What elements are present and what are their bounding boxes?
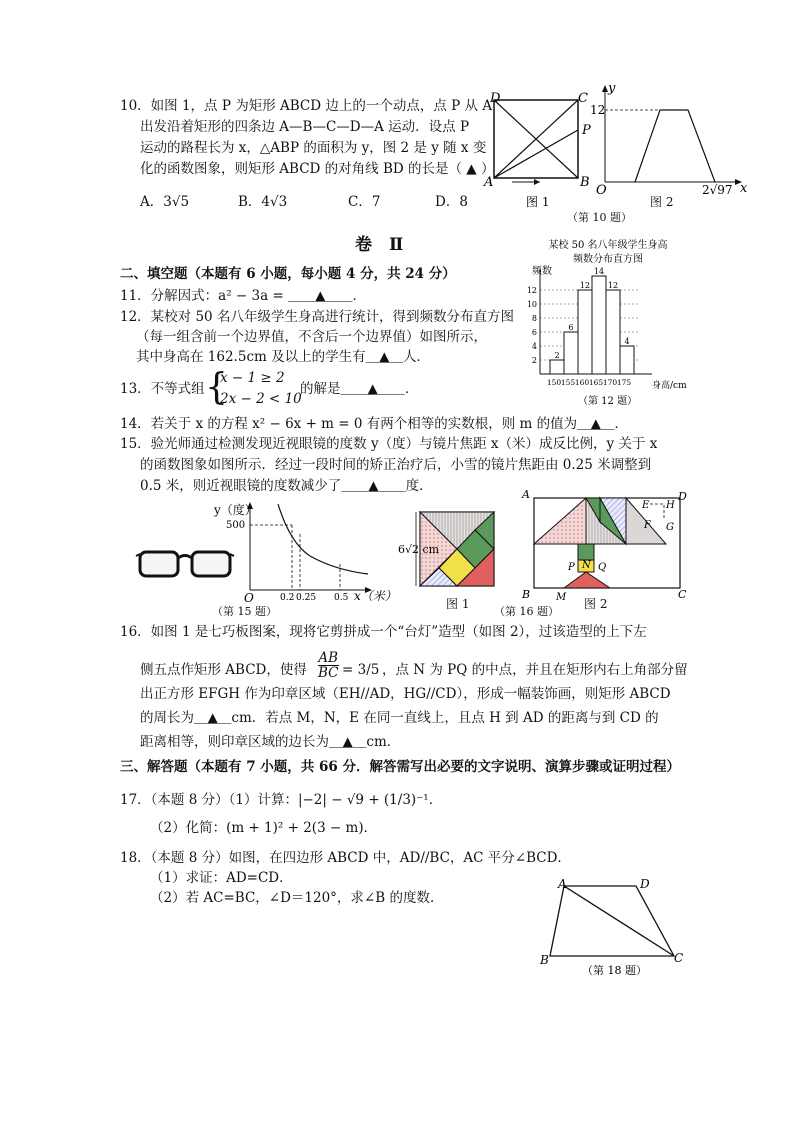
chart-ylabel: 频数 bbox=[532, 266, 552, 277]
q13-brace: { bbox=[205, 367, 228, 408]
q14-text: 14．若关于 x 的方程 x² − 6x + m = 0 有两个相等的实数根，则 m 的值为＿▲＿． bbox=[120, 416, 629, 432]
bar-value-label: 2 bbox=[554, 351, 560, 360]
q10-caption: （第 10 题） bbox=[567, 211, 632, 224]
q10-line-2: 出发沿着矩形的四条边 A—B—C—D—A 运动．设点 P bbox=[140, 119, 470, 135]
q10-option-d: D．8 bbox=[435, 194, 468, 210]
q18-line-1: 18．（本题 8 分）如图，在四边形 ABCD 中，AD//BC，AC 平分∠BCD． bbox=[120, 850, 571, 866]
x-tick-label: 165 bbox=[588, 378, 604, 387]
histogram-bar bbox=[620, 346, 634, 374]
q16-caption: （第 16 题） bbox=[494, 605, 559, 618]
q16-line-3: 出正方形 EFGH 作为印章区域（EH//AD，HG//CD），形成一幅装饰画，则矩形 ABCD bbox=[140, 686, 671, 702]
q16-label-b: B bbox=[522, 588, 531, 601]
histogram-bar bbox=[578, 290, 592, 374]
y-tick-label: 2 bbox=[531, 356, 537, 365]
bar-value-label: 14 bbox=[593, 267, 605, 276]
q10-fig2-x: x bbox=[740, 181, 748, 196]
q12-histogram bbox=[510, 238, 710, 410]
q16-fig2-caption: 图 2 bbox=[584, 597, 608, 611]
y-tick-label: 8 bbox=[531, 314, 537, 323]
y-tick-label: 6 bbox=[531, 328, 537, 337]
q10-figure-2 bbox=[590, 82, 750, 202]
q16-label-f: F bbox=[644, 520, 651, 531]
q16-label-q: Q bbox=[598, 562, 607, 573]
x-tick-label: 160 bbox=[574, 378, 590, 387]
q15-line-3: 0.5 米，则近视眼镜的度数减少了＿＿▲＿＿度． bbox=[140, 478, 433, 494]
chart-xlabel: 身高/cm bbox=[652, 381, 687, 391]
q10-line-1: 10．如图 1，点 P 为矩形 ABCD 边上的一个动点，点 P 从 A bbox=[120, 98, 493, 114]
q12-line-1: 12．某校对 50 名八年级学生身高进行统计，得到频数分布直方图 bbox=[120, 309, 514, 325]
q10-label-p: P bbox=[582, 123, 591, 138]
q10-label-a: A bbox=[484, 175, 494, 190]
bar-value-label: 6 bbox=[568, 323, 574, 332]
q16-frac-val: = 3/5 bbox=[342, 662, 380, 678]
q10-label-b: B bbox=[580, 175, 590, 190]
q15-x-tick-0: 0.2 bbox=[280, 593, 295, 603]
histogram-bar bbox=[592, 276, 606, 374]
q15-line-2: 的函数图象如图所示．经过一段时间的矫正治疗后，小雪的镜片焦距由 0.25 米调整到 bbox=[140, 457, 652, 473]
q15-x-label: x（米） bbox=[354, 589, 397, 603]
y-tick-label: 12 bbox=[526, 286, 537, 295]
q16-line-4: 的周长为＿▲＿cm．若点 M，N，E 在同一直线上，且点 H 到 AD 的距离与到 CD 的 bbox=[140, 710, 659, 726]
x-tick-label: 150 bbox=[546, 378, 562, 387]
q18-label-d: D bbox=[640, 877, 650, 891]
q13-ineq-1: x − 1 ≥ 2 bbox=[220, 370, 285, 386]
q16-line-2-post: ，点 N 为 PQ 的中点，并且在矩形内右上角部分留 bbox=[382, 662, 688, 678]
y-tick-label: 4 bbox=[531, 342, 537, 351]
q16-frac-num: AB bbox=[318, 650, 339, 666]
x-tick-label: 175 bbox=[616, 378, 632, 387]
q10-option-a: A．3√5 bbox=[140, 194, 190, 210]
q10-label-d: D bbox=[490, 91, 501, 106]
q18-line-2: （1）求证：AD=CD． bbox=[150, 870, 293, 886]
histogram-bar bbox=[550, 360, 564, 374]
q10-line-4: 化的函数图象，则矩形 ABCD 的对角线 BD 的长是（ ▲ ） bbox=[140, 161, 495, 177]
q15-origin: O bbox=[244, 591, 254, 605]
q10-fig2-origin: O bbox=[596, 183, 607, 198]
q13-prefix: 13．不等式组 bbox=[120, 381, 205, 397]
answer-header: 三、解答题（本题有 7 小题，共 66 分．解答需写出必要的文字说明、演算步骤或证明过程） bbox=[120, 759, 680, 775]
q15-y-tick: 500 bbox=[226, 520, 246, 531]
q12-line-3: 其中身高在 162.5cm 及以上的学生有＿▲＿人． bbox=[136, 349, 430, 365]
q12-line-2: （每一组含前一个边界值，不含后一个边界值）如图所示， bbox=[136, 329, 487, 345]
q18-caption: （第 18 题） bbox=[582, 964, 647, 977]
q15-y-label: y（度） bbox=[214, 503, 257, 517]
q16-fig1-caption: 图 1 bbox=[446, 597, 470, 611]
q15-line-1: 15．验光师通过检测发现近视眼镜的度数 y（度）与镜片焦距 x（米）成反比例，y 关于 x bbox=[120, 436, 658, 452]
q16-label-p: P bbox=[568, 562, 575, 573]
q16-line-5: 距离相等，则印章区域的边长为＿▲＿cm． bbox=[140, 734, 401, 750]
q11-text: 11．分解因式：a² − 3a = ＿＿▲＿＿． bbox=[120, 288, 366, 304]
q16-label-e: E bbox=[642, 500, 650, 511]
q16-label-m: M bbox=[556, 592, 567, 603]
q16-line-2-pre: 侧五点作矩形 ABCD，使得 bbox=[140, 662, 307, 678]
q10-figure-1 bbox=[482, 88, 592, 218]
q17-line-2: （2）化简：(m + 1)² + 2(3 − m)． bbox=[150, 820, 378, 836]
q16-line-1: 16．如图 1 是七巧板图案，现将它剪拼成一个“台灯”造型（如图 2），过该造型的上下左 bbox=[120, 624, 647, 640]
section-2-header: 卷 Ⅱ bbox=[355, 235, 404, 255]
q10-option-c: C．7 bbox=[348, 194, 381, 210]
q13-ineq-2: 2x − 2 < 10 bbox=[220, 391, 302, 407]
q18-figure bbox=[538, 876, 688, 980]
q17-line-1: 17．（本题 8 分）（1）计算：|−2| − √9 + (1/3)⁻¹． bbox=[120, 792, 443, 808]
bar-value-label: 4 bbox=[624, 337, 630, 346]
q10-fig2-12: 12 bbox=[590, 103, 606, 117]
q16-label-c: C bbox=[678, 588, 687, 601]
q16-label-g: G bbox=[666, 522, 674, 533]
q10-fig2-end: 2√97 bbox=[702, 183, 733, 197]
fill-header: 二、填空题（本题有 6 小题，每小题 4 分，共 24 分） bbox=[120, 266, 456, 282]
q15-caption: （第 15 题） bbox=[212, 605, 277, 618]
x-tick-label: 170 bbox=[602, 378, 618, 387]
q16-label-d: D bbox=[678, 490, 687, 503]
bar-value-label: 12 bbox=[607, 281, 619, 290]
histogram-bar bbox=[564, 332, 578, 374]
q16-tangram bbox=[396, 508, 506, 596]
y-tick-label: 10 bbox=[526, 300, 537, 309]
q18-line-3: （2）若 AC=BC，∠D＝120°，求∠B 的度数． bbox=[150, 890, 444, 906]
histogram-bar bbox=[606, 290, 620, 374]
q15-x-tick-1: 0.25 bbox=[296, 593, 317, 603]
q16-frac-den: BC bbox=[318, 665, 339, 681]
q18-label-a: A bbox=[558, 877, 567, 891]
q16-tangram-side: 6√2 cm bbox=[398, 543, 440, 556]
q18-label-b: B bbox=[540, 953, 549, 967]
q16-label-h: H bbox=[666, 500, 675, 511]
q18-label-c: C bbox=[674, 951, 684, 965]
chart-title: 某校 50 名八年级学生身高 bbox=[548, 240, 668, 251]
q16-lamp bbox=[516, 488, 692, 604]
x-tick-label: 155 bbox=[560, 378, 576, 387]
q16-fraction bbox=[318, 651, 339, 680]
q10-label-c: C bbox=[578, 91, 588, 106]
chart-subtitle: 频数分布直方图 bbox=[573, 254, 643, 265]
q15-x-tick-2: 0.5 bbox=[334, 593, 349, 603]
q16-label-a: A bbox=[522, 488, 530, 501]
bar-value-label: 12 bbox=[579, 281, 591, 290]
q10-fig2-y: y bbox=[608, 81, 616, 96]
q10-fig1-caption: 图 1 bbox=[526, 195, 550, 209]
q10-option-b: B．4√3 bbox=[238, 194, 288, 210]
q12-caption: （第 12 题） bbox=[578, 396, 638, 407]
q15-graph bbox=[210, 498, 397, 608]
q10-line-3: 运动的路程长为 x，△ABP 的面积为 y，图 2 是 y 随 x 变 bbox=[140, 140, 487, 156]
q16-label-n: N bbox=[582, 560, 591, 571]
q13-suffix: 的解是＿＿▲＿＿． bbox=[300, 381, 419, 397]
q10-fig2-caption: 图 2 bbox=[650, 195, 674, 209]
